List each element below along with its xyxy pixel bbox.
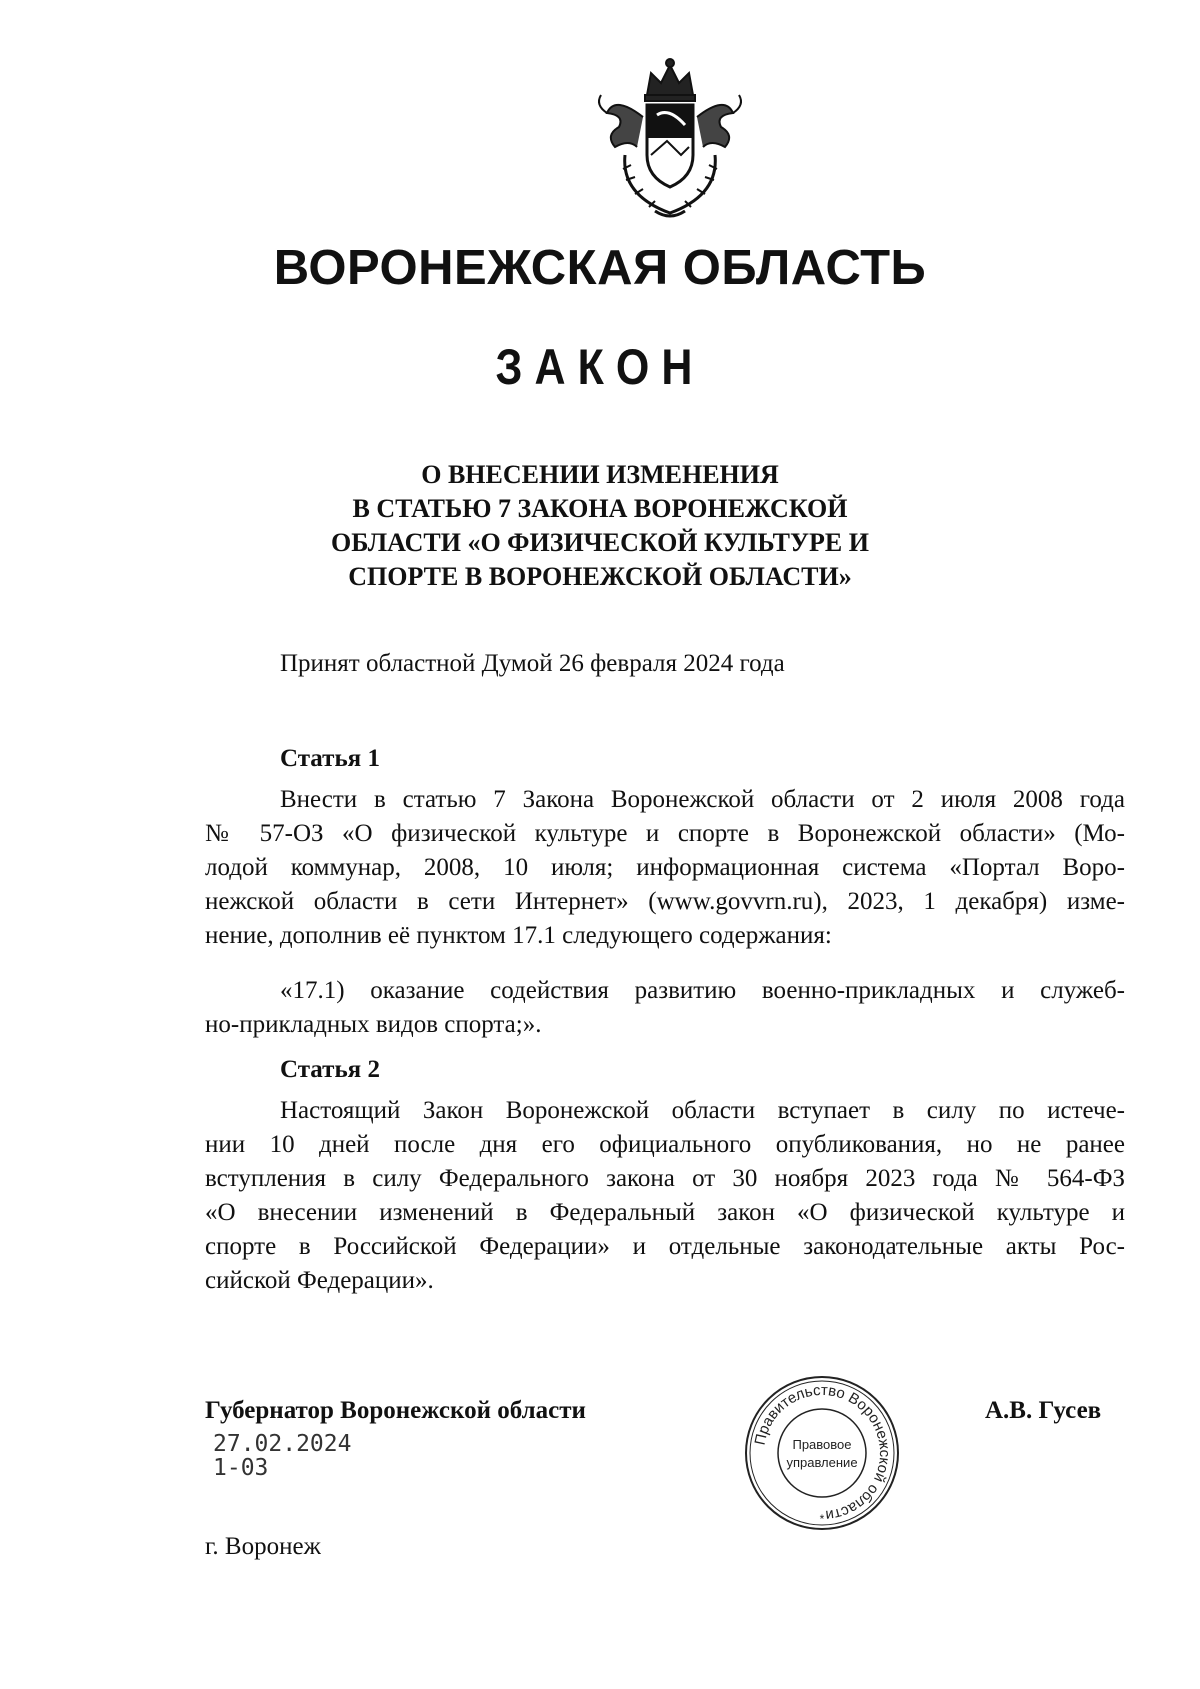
article-2-paragraph-1 <box>205 1094 1125 1298</box>
svg-text:Правительство Воронежской обла <box>752 1382 894 1524</box>
signatory-name: А.В. Гусев <box>985 1397 1102 1424</box>
law-title-line: В СТАТЬЮ 7 ЗАКОНА ВОРОНЕЖСКОЙ <box>352 494 848 523</box>
article-1-heading: Статья 1 <box>280 745 380 772</box>
text-line: спорте в Российской Федерации» и отдельные законодательные акты Рос- <box>205 1233 1125 1260</box>
law-title-line: ОБЛАСТИ «О ФИЗИЧЕСКОЙ КУЛЬТУРЕ И <box>330 528 869 557</box>
text-line: «О внесении изменений в Федеральный закон «О физической культуре и <box>205 1199 1125 1226</box>
text-line: «17.1) оказание содействия развитию военно-прикладных и служеб- <box>280 977 1125 1004</box>
registration-stamp <box>213 1432 351 1480</box>
text-line: Внести в статью 7 Закона Воронежской области от 2 июля 2008 года <box>280 786 1125 813</box>
text-line: Настоящий Закон Воронежской области вступает в силу по истече- <box>280 1097 1125 1124</box>
signatory-position: Губернатор Воронежской области <box>205 1397 586 1424</box>
text-line: вступления в силу Федерального закона от 30 ноября 2023 года № 564-ФЗ <box>205 1165 1125 1192</box>
seal-star: * <box>819 1512 825 1526</box>
text-line: нение, дополнив её пунктом 17.1 следующего содержания: <box>205 922 832 949</box>
text-line: № 57-ОЗ «О физической культуре и спорте в Воронежской области» (Мо- <box>205 820 1125 847</box>
coat-of-arms-emblem <box>585 55 755 225</box>
seal-center-line: управление <box>786 1455 858 1470</box>
article-2-heading: Статья 2 <box>280 1056 380 1083</box>
region-heading: ВОРОНЕЖСКАЯ ОБЛАСТЬ <box>273 241 927 295</box>
official-seal-stamp <box>742 1373 902 1533</box>
text-line: нежской области в сети Интернет» (www.govvrn.ru), 2023, 1 декабря) изме- <box>205 888 1125 915</box>
registration-number: 1-03 <box>213 1455 269 1481</box>
law-title-line: СПОРТЕ В ВОРОНЕЖСКОЙ ОБЛАСТИ» <box>348 562 852 591</box>
registration-date: 27.02.2024 <box>213 1431 352 1457</box>
city-name: г. Воронеж <box>205 1533 321 1560</box>
text-line: сийской Федерации». <box>205 1267 434 1294</box>
law-title <box>250 458 950 594</box>
text-line: нии 10 дней после дня его официального опубликования, но не ранее <box>205 1131 1125 1158</box>
article-1-paragraph-2 <box>205 974 1125 1042</box>
seal-ring-text: Правительство Воронежской области <box>751 1381 894 1524</box>
text-line: но-прикладных видов спорта;». <box>205 1011 542 1038</box>
text-line: лодой коммунар, 2008, 10 июля; информационная система «Портал Воро- <box>205 854 1125 881</box>
article-1-paragraph-1 <box>205 783 1125 953</box>
adoption-note: Принят областной Думой 26 февраля 2024 года <box>280 650 785 677</box>
document-type: ЗАКОН <box>495 339 705 395</box>
law-title-line: О ВНЕСЕНИИ ИЗМЕНЕНИЯ <box>421 460 779 489</box>
seal-center-line: Правовое <box>792 1437 852 1452</box>
